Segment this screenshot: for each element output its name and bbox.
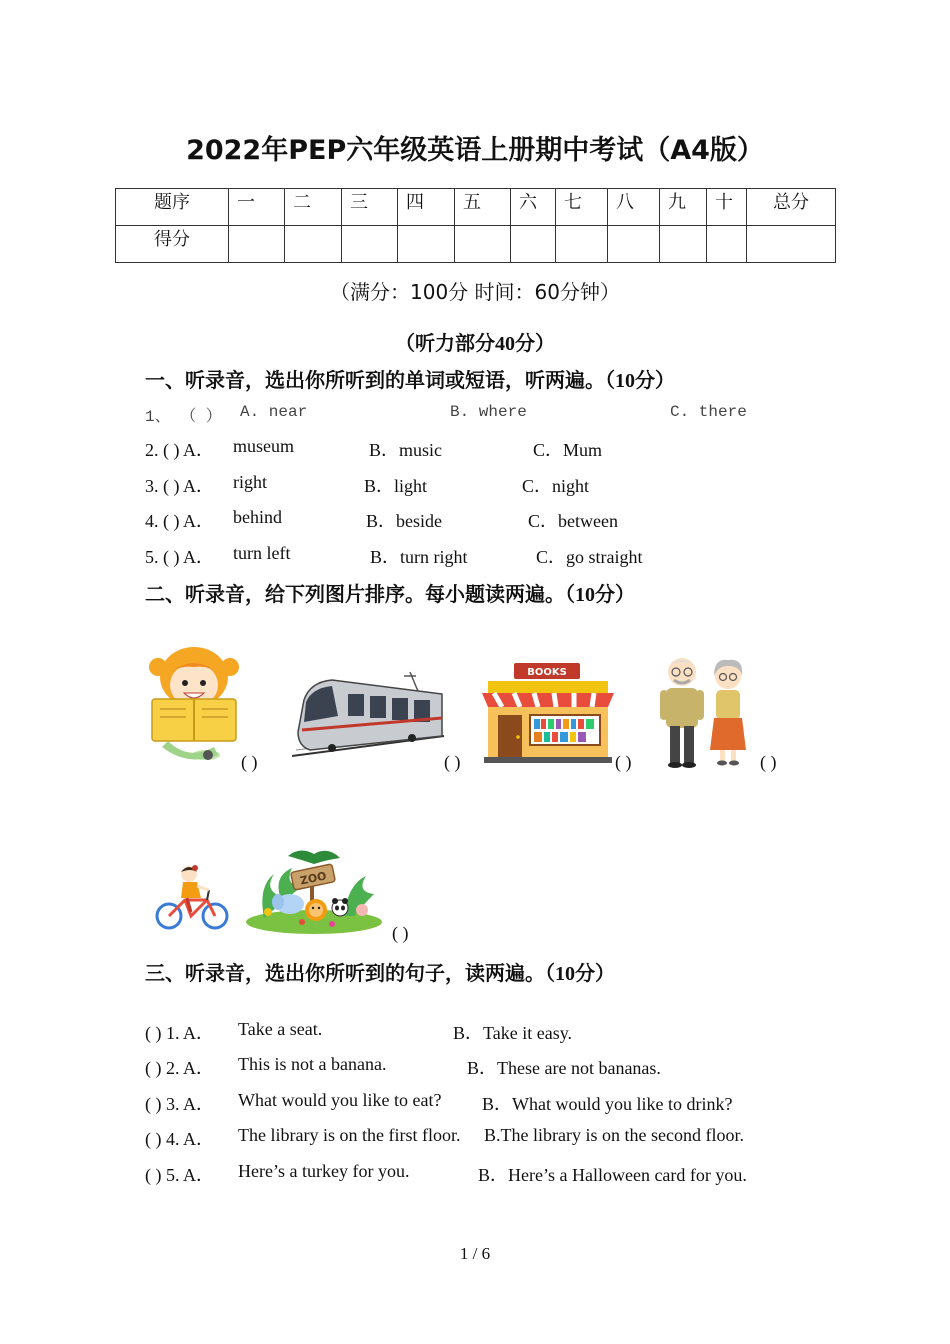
option-b[interactable]: B．light <box>364 476 428 496</box>
option-c[interactable]: C．night <box>522 476 590 496</box>
option-b[interactable]: B.The library is on the second floor. <box>484 1125 744 1145</box>
zoo-sign-text: ZOO <box>298 869 328 888</box>
question-number: 3. ( ) A． <box>145 476 214 496</box>
table-cell: 十 <box>707 189 747 226</box>
option-a[interactable]: This is not a banana. <box>238 1054 387 1074</box>
option-b[interactable]: B. where <box>450 403 527 421</box>
score-cell[interactable] <box>707 226 747 263</box>
score-table-score-row <box>116 226 836 263</box>
option-b[interactable]: B．Take it easy. <box>453 1023 573 1043</box>
score-cell[interactable] <box>608 226 660 263</box>
question-number: 5. ( ) A． <box>145 547 214 567</box>
section2-heading: 二、听录音，给下列图片排序。每小题读两遍。（10分） <box>145 584 635 606</box>
question-number: 2. ( ) A． <box>145 440 214 460</box>
page-title: 2022年PEP六年级英语上册期中考试（A4版） <box>186 135 764 166</box>
section3-heading: 三、听录音，选出你所听到的句子，读两遍。（10分） <box>145 963 615 985</box>
books-sign-text: BOOKS <box>527 667 567 678</box>
girl-on-bike-picture <box>155 862 231 934</box>
question-number: ( ) 3. A． <box>145 1094 214 1114</box>
option-b[interactable]: B．What would you like to drink? <box>482 1094 733 1114</box>
question-1 <box>145 403 747 426</box>
table-cell: 得分 <box>116 226 229 263</box>
exam-note: （满分：100分 时间：60分钟） <box>330 280 620 304</box>
score-cell[interactable] <box>747 226 836 263</box>
option-a[interactable]: What would you like to eat? <box>238 1090 442 1110</box>
question-number: ( ) 1. A． <box>145 1023 214 1043</box>
option-b[interactable]: B．turn right <box>370 547 468 567</box>
table-cell: 题序 <box>116 189 229 226</box>
answer-blank[interactable]: ( ) <box>241 752 258 772</box>
table-cell: 七 <box>556 189 608 226</box>
table-cell: 一 <box>229 189 285 226</box>
score-cell[interactable] <box>342 226 398 263</box>
option-c[interactable]: C．go straight <box>536 547 643 567</box>
table-cell: 六 <box>511 189 556 226</box>
answer-blank[interactable]: ( ) <box>392 923 409 943</box>
table-cell: 三 <box>342 189 398 226</box>
option-a[interactable]: A. near <box>240 403 308 421</box>
question-number: 1、 （ ） <box>145 408 222 426</box>
option-a[interactable]: The library is on the first floor. <box>238 1125 461 1145</box>
table-cell: 四 <box>398 189 455 226</box>
table-cell: 八 <box>608 189 660 226</box>
question-number: ( ) 5. A． <box>145 1165 214 1185</box>
option-b[interactable]: B．beside <box>366 511 442 531</box>
question-number: ( ) 2. A． <box>145 1058 214 1078</box>
table-cell: 五 <box>455 189 511 226</box>
option-b[interactable]: B．music <box>369 440 443 460</box>
score-cell[interactable] <box>398 226 455 263</box>
train-picture <box>292 672 444 760</box>
answer-blank[interactable]: ( ) <box>760 752 777 772</box>
option-c[interactable]: C．Mum <box>533 440 603 460</box>
score-cell[interactable] <box>285 226 342 263</box>
listening-part-heading: （听力部分40分） <box>395 333 555 355</box>
question-number: 4. ( ) A． <box>145 511 214 531</box>
page-number: 1 / 6 <box>459 1244 491 1263</box>
option-b[interactable]: B．Here’s a Halloween card for you. <box>478 1165 747 1185</box>
grandparents-picture <box>656 654 752 768</box>
option-a[interactable]: Take a seat. <box>238 1019 323 1039</box>
table-cell: 总分 <box>747 189 836 226</box>
score-cell[interactable] <box>229 226 285 263</box>
option-a[interactable]: museum <box>233 436 294 456</box>
option-c[interactable]: C．between <box>528 511 618 531</box>
option-a[interactable]: Here’s a turkey for you. <box>238 1161 410 1181</box>
option-c[interactable]: C. there <box>670 403 747 421</box>
option-a[interactable]: behind <box>233 507 282 527</box>
score-table-header-row <box>116 189 836 226</box>
score-cell[interactable] <box>556 226 608 263</box>
answer-blank[interactable]: ( ) <box>615 752 632 772</box>
option-b[interactable]: B．These are not bananas. <box>467 1058 661 1078</box>
table-cell: 九 <box>660 189 707 226</box>
answer-blank[interactable]: ( ) <box>444 752 461 772</box>
option-a[interactable]: right <box>233 472 267 492</box>
table-cell: 二 <box>285 189 342 226</box>
score-table <box>115 188 836 263</box>
option-a[interactable]: turn left <box>233 543 291 563</box>
zoo-picture <box>244 846 384 934</box>
score-cell[interactable] <box>660 226 707 263</box>
score-cell[interactable] <box>511 226 556 263</box>
score-cell[interactable] <box>455 226 511 263</box>
bookstore-picture <box>482 663 614 763</box>
question-number: ( ) 4. A． <box>145 1129 214 1149</box>
girl-reading-picture <box>148 643 240 763</box>
section1-heading: 一、听录音，选出你所听到的单词或短语，听两遍。（10分） <box>145 370 675 392</box>
